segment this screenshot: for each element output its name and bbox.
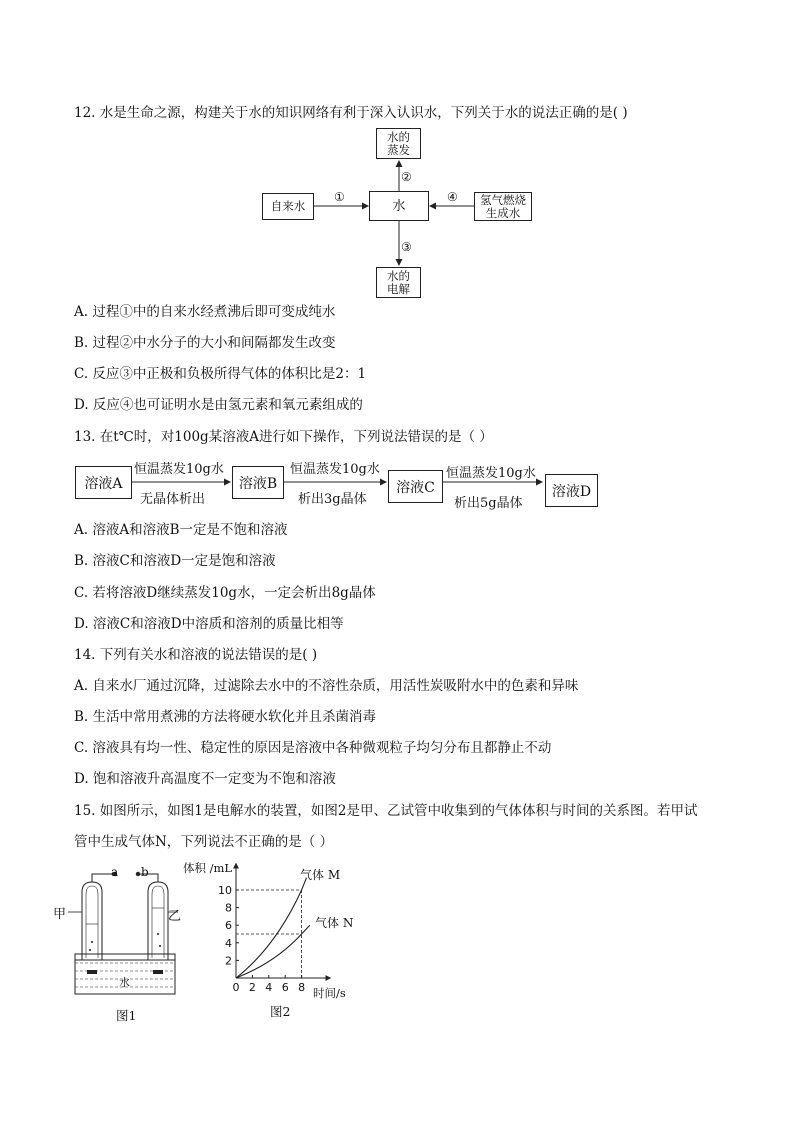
arrow1-bottom-label: 无晶体析出 <box>140 492 206 507</box>
series-n-line <box>236 925 310 978</box>
x-tick-label: 6 <box>281 981 289 994</box>
q12-stem: 12. 水是生命之源，构建关于水的知识网络有利于深入认识水，下列关于水的说法正确的是( ) <box>74 105 628 121</box>
q12-option-d: D. 反应④也可证明水是由氢元素和氧元素组成的 <box>74 397 363 413</box>
q15-stem-line1: 15. 如图所示，如图1是电解水的装置，如图2是甲、乙试管中收集到的气体体积与时间的关系图。若甲试 <box>74 803 698 819</box>
fig1-caption: 图1 <box>116 1008 137 1023</box>
fig2-series-n-label: 气体 N <box>315 916 354 930</box>
arrow2-top-label: 恒温蒸发10g水 <box>290 462 380 477</box>
fig1-label-a: a <box>111 865 119 879</box>
arrow3-bottom-label: 析出5g晶体 <box>454 496 523 511</box>
q14-option-c: C. 溶液具有均一性、稳定性的原因是溶液中各种微观粒子均匀分布且都静止不动 <box>74 740 552 756</box>
fig1-label-b: b <box>141 865 149 879</box>
box-solution-d: 溶液D <box>545 474 598 507</box>
y-tick-label: 6 <box>225 919 232 933</box>
q12-option-b: B. 过程②中水分子的大小和间隔都发生改变 <box>74 335 336 351</box>
box-electrolysis: 水的 电解 <box>376 267 421 298</box>
q15-stem-line2: 管中生成气体N，下列说法不正确的是（ ） <box>74 834 334 850</box>
q13-option-b: B. 溶液C和溶液D一定是饱和溶液 <box>74 553 276 569</box>
arrow3-top-label: 恒温蒸发10g水 <box>446 466 536 481</box>
arrow2-bottom-label: 析出3g晶体 <box>298 492 367 507</box>
fig1-label-yi: 乙 <box>168 909 182 924</box>
q13-option-a: A. 溶液A和溶液B一定是不饱和溶液 <box>74 522 288 538</box>
box-evaporation: 水的 蒸发 <box>376 128 421 159</box>
x-tick-label: 2 <box>248 981 256 994</box>
box-solution-b: 溶液B <box>232 466 284 499</box>
box-solution-a: 溶液A <box>75 466 132 499</box>
label-2: ② <box>401 170 412 184</box>
fig2-ylabel: 体积 /mL <box>183 861 233 875</box>
q13-option-c: C. 若将溶液D继续蒸发10g水，一定会析出8g晶体 <box>74 585 376 601</box>
q14-option-b: B. 生活中常用煮沸的方法将硬水软化并且杀菌消毒 <box>74 709 377 725</box>
q14-stem: 14. 下列有关水和溶液的说法错误的是( ) <box>74 647 318 663</box>
fig1-label-water: 水 <box>119 976 130 989</box>
q12-option-c: C. 反应③中正极和负极所得气体的体积比是2：1 <box>74 366 367 382</box>
q13-stem: 13. 在t℃时，对100g某溶液A进行如下操作，下列说法错误的是（ ） <box>74 429 493 445</box>
fig2-caption: 图2 <box>270 1004 291 1019</box>
x-tick-label: 8 <box>298 981 306 994</box>
fig1-label-jia: 甲 <box>53 907 67 922</box>
series-m-line <box>236 878 307 978</box>
box-hydrogen-combustion: 氢气燃烧 生成水 <box>474 192 532 221</box>
label-1: ① <box>334 190 345 204</box>
y-tick-label: 2 <box>225 954 232 968</box>
label-4: ④ <box>447 190 458 204</box>
y-tick-label: 10 <box>218 884 232 897</box>
x-tick-label: 4 <box>265 981 273 994</box>
q14-option-d: D. 饱和溶液升高温度不一定变为不饱和溶液 <box>74 771 336 787</box>
box-solution-c: 溶液C <box>388 470 443 503</box>
box-water: 水 <box>369 191 429 221</box>
x-tick-label: 0 <box>232 981 240 994</box>
label-3: ③ <box>401 240 412 254</box>
q14-option-a: A. 自来水厂通过沉降，过滤除去水中的不溶性杂质，用活性炭吸附水中的色素和异味 <box>74 678 579 694</box>
y-tick-label: 4 <box>225 936 232 950</box>
fig2-series-m-label: 气体 M <box>300 868 341 882</box>
box-tap-water: 自来水 <box>262 193 314 220</box>
y-tick-label: 8 <box>225 901 232 915</box>
q13-option-d: D. 溶液C和溶液D中溶质和溶剂的质量比相等 <box>74 616 344 632</box>
arrow1-top-label: 恒温蒸发10g水 <box>134 462 224 477</box>
fig2-xlabel: 时间/s <box>313 986 346 1000</box>
q12-option-a: A. 过程①中的自来水经煮沸后即可变成纯水 <box>74 304 336 320</box>
